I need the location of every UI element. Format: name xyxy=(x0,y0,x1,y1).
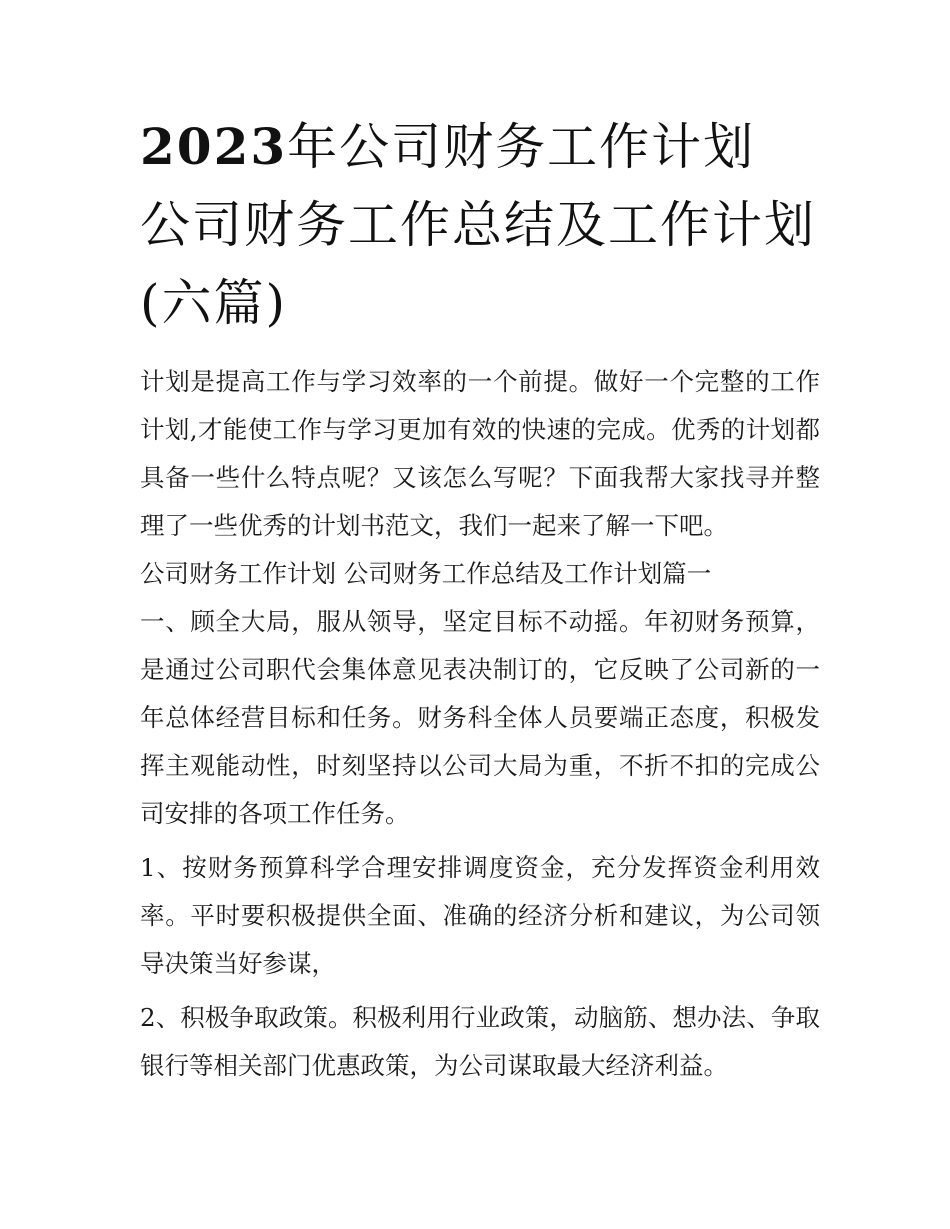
title-text: 年公司财务工作计划 公司财务工作总结及工作计划(六篇) xyxy=(140,118,816,332)
document-title xyxy=(140,108,820,342)
item-1-paragraph: 1、按财务预算科学合理安排调度资金，充分发挥资金利用效率。平时要积极提供全面、准确的经济分析和建议，为公司领导决策当好参谋， xyxy=(140,853,820,978)
document-content xyxy=(140,108,820,1090)
point-one-paragraph: 一、顾全大局，服从领导，坚定目标不动摇。年初财务预算，是通过公司职代会集体意见表决制订的，它反映了公司新的一年总体经营目标和任务。财务科全体人员要端正态度，积极发挥主观能动性，时刻坚持以公司大局为重，不折不扣的完成公司安排的各项工作任务。 xyxy=(140,607,820,828)
section-heading: 公司财务工作计划 公司财务工作总结及工作计划篇一 xyxy=(140,559,712,588)
item-2-paragraph: 2、积极争取政策。积极利用行业政策，动脑筋、想办法、争取银行等相关部门优惠政策，为公司谋取最大经济利益。 xyxy=(140,1003,820,1080)
intro-paragraph: 计划是提高工作与学习效率的一个前提。做好一个完整的工作计划,才能使工作与学习更加有效的快速的完成。优秀的计划都具备一些什么特点呢？又该怎么写呢？下面我帮大家找寻并整理了一些优秀的计划书范文，我们一起来了解一下吧。 xyxy=(140,367,820,540)
title-year: 2023 xyxy=(140,117,288,176)
